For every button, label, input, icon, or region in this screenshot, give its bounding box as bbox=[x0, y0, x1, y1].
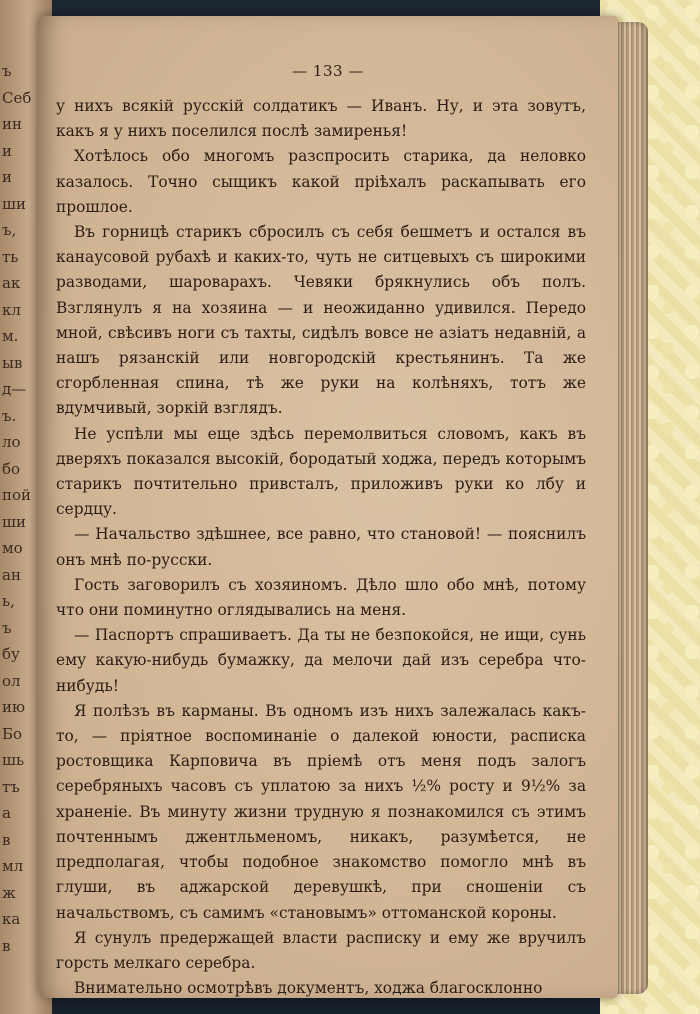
left-page-fragment: ь, bbox=[2, 592, 15, 610]
paragraph: Внимательно осмотрѣвъ документъ, ходжа благосклонно bbox=[74, 979, 543, 998]
left-page-fragment: ак bbox=[2, 274, 21, 292]
left-page-fragment: ин bbox=[2, 115, 22, 133]
left-page-fragment: Бо bbox=[2, 724, 23, 743]
left-page-fragment: ть bbox=[2, 247, 19, 266]
paragraph: Я полѣзъ въ карманы. Въ одномъ изъ нихъ залежалась какъ-то, — пріятное воспоминаніе о далекой юности, расписка ростовщика Карповича въ пріемѣ отъ меня подъ залогъ серебряныхъ часовъ съ уплатою за нихъ ½% росту и 9½% за храненіе. Въ минуту жизни трудную я познакомился съ этимъ почтеннымъ джентльменомъ, никакъ, разумѣется, не предполагая, чтобы подобное знакомство помогло мнѣ въ глуши, въ аджарской деревушкѣ, при сношеніи съ начальствомъ, съ самимъ «становымъ» оттоманской короны. bbox=[56, 701, 586, 922]
left-page-fragment: ши bbox=[2, 512, 26, 531]
left-page-fragment: ол bbox=[2, 671, 21, 690]
left-page-fragment: ши bbox=[2, 194, 26, 213]
left-page-fragment: ъ bbox=[2, 618, 12, 637]
left-page-fragment: в bbox=[2, 936, 11, 955]
paragraph: Гость заговорилъ съ хозяиномъ. Дѣло шло обо мнѣ, потому что они поминутно оглядывались на меня. bbox=[56, 575, 586, 620]
left-page-fragment: д— bbox=[2, 380, 27, 398]
page-number: — 133 — bbox=[292, 62, 364, 80]
left-page-fragment: и bbox=[2, 168, 12, 186]
left-page-fragment: кл bbox=[2, 300, 21, 319]
left-page-fragment: ию bbox=[2, 698, 26, 716]
left-page-fragment: ъ. bbox=[2, 406, 17, 425]
left-page-fragment: шь bbox=[2, 751, 25, 769]
left-page-fragment: мл bbox=[2, 857, 24, 875]
left-page-fragment: мо bbox=[2, 539, 23, 557]
left-page-fragment: и bbox=[2, 141, 12, 160]
paragraph: — Паспортъ спрашиваетъ. Да ты не безпокойся, не ищи, сунь ему какую-нибудь бумажку, да мелочи дай изъ серебра что-нибудь! bbox=[56, 626, 586, 695]
left-page-fragment: ан bbox=[2, 565, 21, 584]
left-page-fragment: ло bbox=[2, 433, 21, 451]
left-page-fragment: а bbox=[2, 804, 11, 822]
paragraph: Въ горницѣ старикъ сбросилъ съ себя бешметъ и остался въ канаусовой рубахѣ и каких-то, чуть не ситцевыхъ съ широкими разводами, шароварахъ. Чевяки брякнулись объ полъ. Взглянулъ я на хозяина — и неожиданно удивился. Передо мной, свѣсивъ ноги съ тахты, сидѣлъ вовсе не азіатъ недавній, а нашъ рязанскій или новгородскій крестьянинъ. Та же сгорбленная спина, тѣ же руки на колѣняхъ, тотъ же вдумчивый, зоркій взглядъ. bbox=[56, 223, 586, 418]
left-page-fragment: ж bbox=[2, 883, 16, 902]
left-page-fragment: бо bbox=[2, 459, 21, 478]
left-page-fragment: м. bbox=[2, 327, 19, 345]
left-page-fragment: ка bbox=[2, 910, 21, 928]
paragraph: Не успѣли мы еще здѣсь перемолвиться словомъ, какъ въ дверяхъ показался высокій, бородатый ходжа, передъ которымъ старикъ почтительно привсталъ, приложивъ руки ко лбу и сердцу. bbox=[56, 424, 586, 519]
paragraph: — Начальство здѣшнее, все равно, что становой! — пояснилъ онъ мнѣ по-русски. bbox=[56, 525, 586, 569]
paragraph: Я сунулъ предержащей власти расписку и ему же вручилъ горсть мелкаго серебра. bbox=[56, 928, 586, 972]
page-text bbox=[56, 94, 586, 1001]
left-page-fragment: Себ bbox=[2, 88, 32, 107]
left-page-fragment: ъ, bbox=[2, 221, 17, 239]
paragraph: у нихъ всякій русскій солдатикъ — Иванъ. Ну, и эта зовутъ, какъ я у нихъ поселился послѣ замиренья! bbox=[56, 97, 586, 141]
left-page-fragment: ыв bbox=[2, 353, 23, 372]
left-page-fragment: бу bbox=[2, 645, 20, 663]
left-page-fragment: в bbox=[2, 830, 11, 849]
left-page-fragment: пой bbox=[2, 486, 32, 504]
left-page-fragment: тъ bbox=[2, 777, 20, 796]
paragraph: Хотѣлось обо многомъ разспросить старика, да неловко казалось. Точно сыщикъ какой пріѣхалъ раскапывать его прошлое. bbox=[56, 147, 586, 216]
left-page-fragment: ъ bbox=[2, 62, 12, 80]
book-page bbox=[38, 16, 618, 998]
